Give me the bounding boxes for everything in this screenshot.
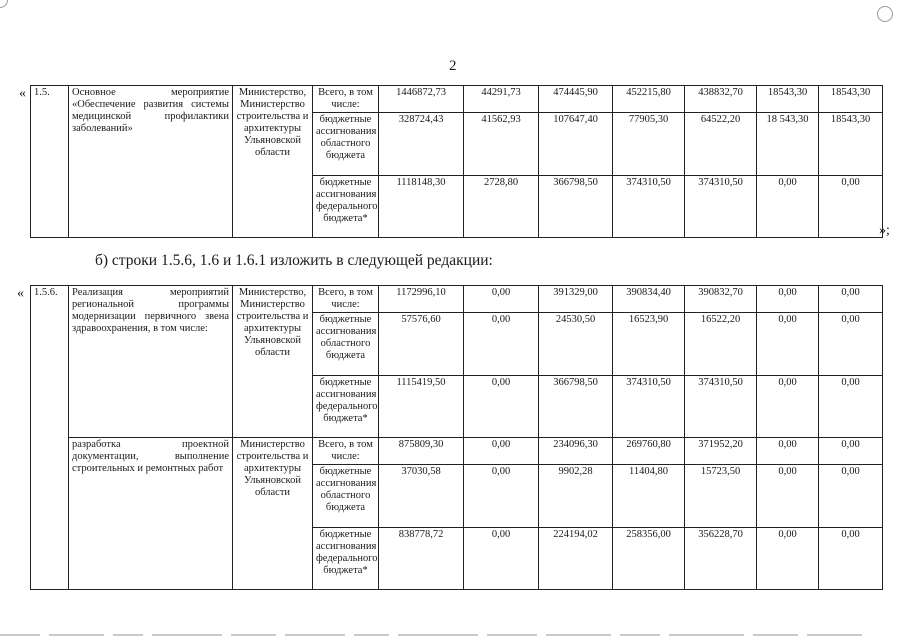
table-cell: 0,00 bbox=[819, 376, 883, 438]
table-cell: 474445,90 bbox=[539, 86, 613, 113]
funding-label: бюджетные ассигнования федерального бюджета* bbox=[313, 528, 379, 590]
table-cell: 258356,00 bbox=[613, 528, 685, 590]
table-cell: 0,00 bbox=[819, 286, 883, 313]
table-cell: 18 543,30 bbox=[757, 113, 819, 176]
table-cell: 57576,60 bbox=[379, 313, 464, 376]
table-cell: 328724,43 bbox=[379, 113, 464, 176]
table-cell: 0,00 bbox=[819, 176, 883, 238]
table-cell: 0,00 bbox=[819, 438, 883, 465]
table-cell: 0,00 bbox=[464, 286, 539, 313]
open-quote-2: « bbox=[17, 286, 24, 301]
table-cell: 77905,30 bbox=[613, 113, 685, 176]
table-cell: 0,00 bbox=[464, 376, 539, 438]
scan-corner-mark-left bbox=[0, 0, 8, 8]
table-cell: 374310,50 bbox=[685, 376, 757, 438]
funding-label: Всего, в том числе: bbox=[313, 286, 379, 313]
table-cell: 875809,30 bbox=[379, 438, 464, 465]
table-cell: 438832,70 bbox=[685, 86, 757, 113]
table-cell: 269760,80 bbox=[613, 438, 685, 465]
table-cell: 390832,70 bbox=[685, 286, 757, 313]
table-cell: 0,00 bbox=[757, 528, 819, 590]
table-cell: 11404,80 bbox=[613, 465, 685, 528]
table-cell: 18543,30 bbox=[757, 86, 819, 113]
table-cell: 0,00 bbox=[464, 438, 539, 465]
table-cell: 107647,40 bbox=[539, 113, 613, 176]
table-cell: 366798,50 bbox=[539, 176, 613, 238]
funding-label: бюджетные ассигнования федерального бюджета* bbox=[313, 376, 379, 438]
funding-label: бюджетные ассигнования областного бюджета bbox=[313, 465, 379, 528]
activity-name: Основное мероприятие «Обеспечение развития системы медицинской профилактики заболеваний» bbox=[69, 86, 233, 238]
table-cell: 18543,30 bbox=[819, 86, 883, 113]
table-cell: 0,00 bbox=[757, 465, 819, 528]
table-cell: 18543,30 bbox=[819, 113, 883, 176]
table-cell: 24530,50 bbox=[539, 313, 613, 376]
table-cell: 64522,20 bbox=[685, 113, 757, 176]
close-quote: »; bbox=[879, 223, 890, 238]
table-cell: 0,00 bbox=[757, 438, 819, 465]
table-cell: 16522,20 bbox=[685, 313, 757, 376]
table-cell: 224194,02 bbox=[539, 528, 613, 590]
table-cell: 0,00 bbox=[757, 313, 819, 376]
responsible-org: Министерство, Министерство строительства и архитектуры Ульяновской области bbox=[233, 286, 313, 438]
table-cell: 452215,80 bbox=[613, 86, 685, 113]
table-cell: 1118148,30 bbox=[379, 176, 464, 238]
table-cell: 0,00 bbox=[819, 313, 883, 376]
table-cell: 15723,50 bbox=[685, 465, 757, 528]
funding-label: Всего, в том числе: bbox=[313, 86, 379, 113]
table-cell: 391329,00 bbox=[539, 286, 613, 313]
table-cell: 374310,50 bbox=[613, 376, 685, 438]
amendment-subtitle: б) строки 1.5.6, 1.6 и 1.6.1 изложить в следующей редакции: bbox=[95, 252, 493, 269]
table-cell: 0,00 bbox=[464, 465, 539, 528]
table-cell: 374310,50 bbox=[613, 176, 685, 238]
table-row-1-5 bbox=[30, 85, 883, 238]
responsible-org: Министерство, Министерство строительства и архитектуры Ульяновской области bbox=[233, 86, 313, 238]
table-cell: 0,00 bbox=[757, 376, 819, 438]
funding-label: Всего, в том числе: bbox=[313, 438, 379, 465]
row-number: 1.5. bbox=[31, 86, 69, 238]
table-cell: 0,00 bbox=[464, 528, 539, 590]
table-cell: 390834,40 bbox=[613, 286, 685, 313]
row-number: 1.5.6. bbox=[31, 286, 69, 590]
table-cell: 374310,50 bbox=[685, 176, 757, 238]
funding-label: бюджетные ассигнования федерального бюджета* bbox=[313, 176, 379, 238]
table-cell: 1446872,73 bbox=[379, 86, 464, 113]
activity-name: разработка проектной документации, выполнение строительных и ремонтных работ bbox=[69, 438, 233, 590]
table-cell: 1115419,50 bbox=[379, 376, 464, 438]
responsible-org: Министерство строительства и архитектуры Ульяновской области bbox=[233, 438, 313, 590]
cropped-text-line bbox=[0, 626, 905, 636]
table-cell: 0,00 bbox=[819, 528, 883, 590]
table-cell: 838778,72 bbox=[379, 528, 464, 590]
table-cell: 234096,30 bbox=[539, 438, 613, 465]
scan-corner-mark-right bbox=[877, 6, 893, 22]
funding-label: бюджетные ассигнования областного бюджета bbox=[313, 313, 379, 376]
table-cell: 44291,73 bbox=[464, 86, 539, 113]
table-cell: 1172996,10 bbox=[379, 286, 464, 313]
table-cell: 41562,93 bbox=[464, 113, 539, 176]
table-cell: 0,00 bbox=[757, 286, 819, 313]
page-number: 2 bbox=[449, 58, 457, 74]
table-cell: 0,00 bbox=[757, 176, 819, 238]
table-cell: 0,00 bbox=[819, 465, 883, 528]
table-cell: 2728,80 bbox=[464, 176, 539, 238]
table-cell: 37030,58 bbox=[379, 465, 464, 528]
table-row-1-5-6 bbox=[30, 285, 883, 590]
table-cell: 16523,90 bbox=[613, 313, 685, 376]
open-quote-1: « bbox=[19, 86, 26, 101]
table-cell: 9902,28 bbox=[539, 465, 613, 528]
activity-name: Реализация мероприятий региональной программы модернизации первичного звена здравоохранения, в том числе: bbox=[69, 286, 233, 438]
table-cell: 356228,70 bbox=[685, 528, 757, 590]
table-cell: 366798,50 bbox=[539, 376, 613, 438]
funding-label: бюджетные ассигнования областного бюджета bbox=[313, 113, 379, 176]
table-cell: 0,00 bbox=[464, 313, 539, 376]
table-cell: 371952,20 bbox=[685, 438, 757, 465]
